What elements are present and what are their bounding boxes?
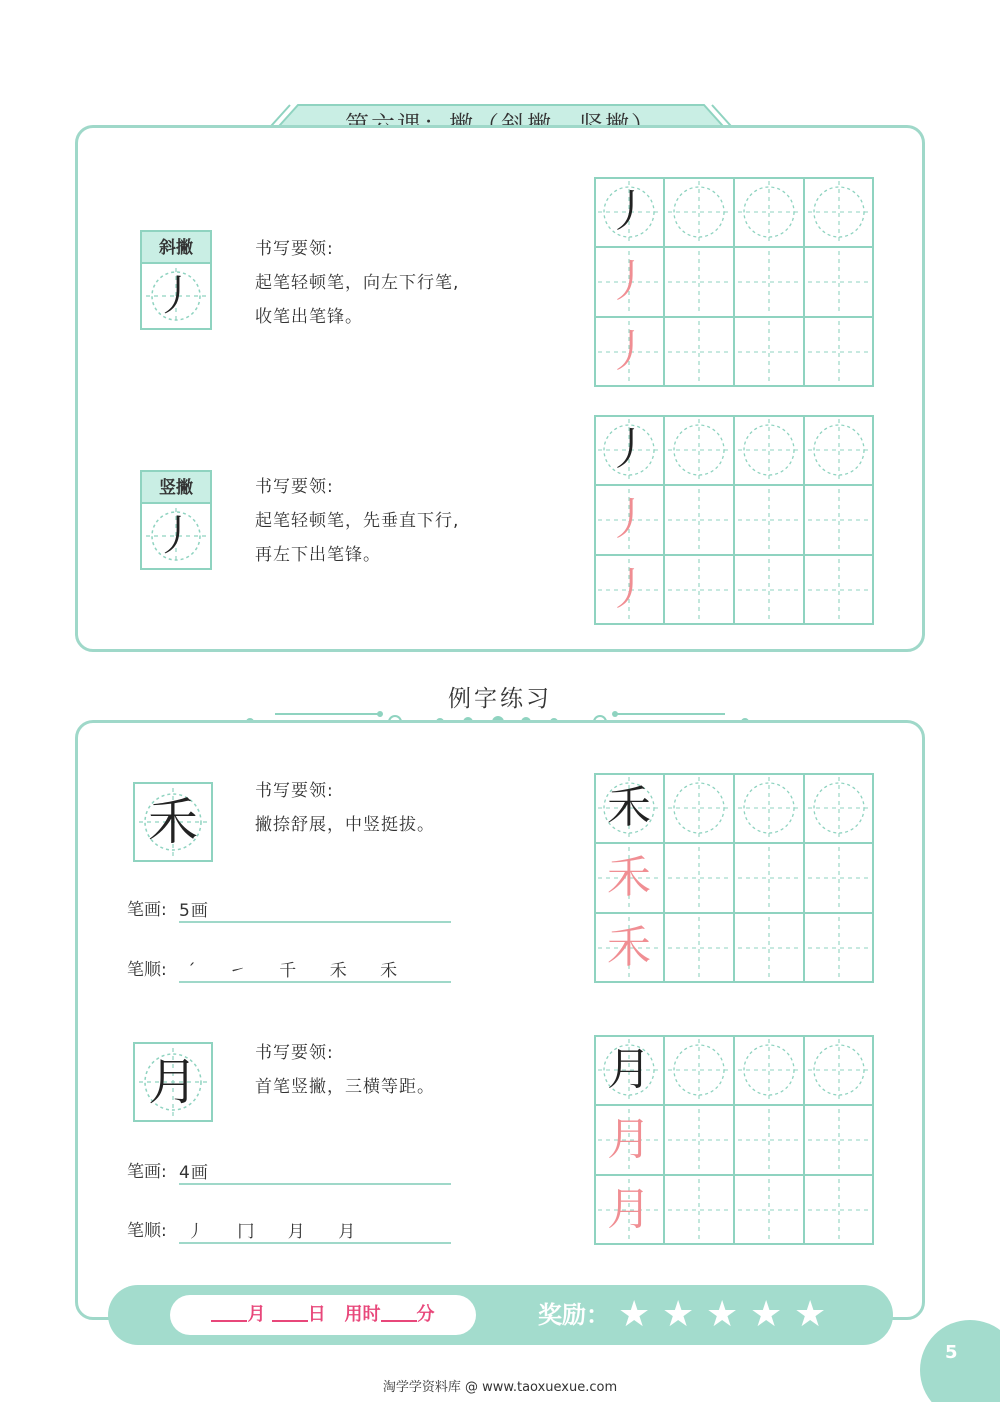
star-icon[interactable]: ★ <box>750 1294 783 1335</box>
trace-glyph: 丿 <box>607 564 651 615</box>
watermark: 淘学学资料库 @ www.taoxuexue.com <box>382 1380 618 1395</box>
tips-line: 起笔轻顿笔，向左下行笔, <box>255 273 460 293</box>
day-blank[interactable] <box>272 1300 308 1322</box>
tips-line: 撇捺舒展，中竖挺拔。 <box>255 815 435 835</box>
stroke-order-field-yue <box>127 1216 457 1244</box>
stroke-glyph: 丿 <box>154 271 197 320</box>
tips-line: 起笔轻顿笔，先垂直下行, <box>255 511 460 531</box>
underline <box>179 1242 451 1244</box>
example-char: 禾 <box>148 793 198 851</box>
model-glyph: 月 <box>607 1044 651 1095</box>
minute-blank[interactable] <box>381 1300 417 1322</box>
trace-glyph: 禾 <box>607 922 651 973</box>
stroke-order-value: ˊ ㇀ 千 禾 禾 <box>187 961 399 981</box>
practice-grid-xiepie[interactable] <box>594 177 874 387</box>
underline <box>179 981 451 983</box>
tips-title: 书写要领: <box>255 781 334 801</box>
date-time-field[interactable] <box>170 1295 476 1335</box>
stroke-order-label: 笔顺: <box>127 1221 167 1241</box>
model-glyph: 丿 <box>607 186 651 237</box>
trace-glyph: 禾 <box>607 852 651 903</box>
stroke-count-label: 笔画: <box>127 1162 167 1182</box>
stroke-count-label: 笔画: <box>127 900 167 920</box>
stroke-order-label: 笔顺: <box>127 960 167 980</box>
stroke-name: 斜撇 <box>142 232 210 264</box>
example-char-box-he <box>133 782 213 862</box>
footer-bar <box>108 1285 893 1345</box>
minute-label: 分 <box>416 1304 435 1325</box>
section-title: 例字练习 <box>448 686 552 712</box>
stroke-glyph: 丿 <box>154 511 197 560</box>
reward-label: 奖励： <box>538 1301 610 1329</box>
stroke-card-shupie <box>140 470 212 570</box>
stroke-name: 竖撇 <box>142 472 210 504</box>
time-label: 用时 <box>344 1304 381 1325</box>
trace-glyph: 月 <box>607 1114 651 1165</box>
example-tips-he <box>255 774 435 842</box>
tips-title: 书写要领: <box>255 1043 334 1063</box>
example-char: 月 <box>148 1053 198 1111</box>
trace-glyph: 丿 <box>607 256 651 307</box>
stroke-tips-shupie <box>255 470 459 572</box>
trace-glyph: 丿 <box>607 494 651 545</box>
day-label: 日 <box>307 1304 326 1325</box>
stroke-count-field-he <box>127 895 457 923</box>
stroke-order-field-he <box>127 955 457 983</box>
model-glyph: 丿 <box>607 424 651 475</box>
model-glyph: 禾 <box>607 782 651 833</box>
month-label: 月 <box>247 1304 266 1325</box>
underline <box>179 1183 451 1185</box>
star-icon[interactable]: ★ <box>618 1294 651 1335</box>
month-blank[interactable] <box>211 1300 247 1322</box>
stroke-count-field-yue <box>127 1157 457 1185</box>
tips-line: 再左下出笔锋。 <box>255 545 381 565</box>
tips-title: 书写要领: <box>255 239 334 259</box>
practice-grid-shupie[interactable] <box>594 415 874 625</box>
tips-line: 首笔竖撇，三横等距。 <box>255 1077 435 1097</box>
stroke-order-value: 丿 冂 月 月 <box>187 1222 357 1242</box>
trace-glyph: 丿 <box>607 326 651 377</box>
example-tips-yue <box>255 1036 435 1104</box>
stroke-count-value: 4画 <box>179 1163 209 1183</box>
star-icon[interactable]: ★ <box>706 1294 739 1335</box>
stroke-count-value: 5画 <box>179 901 209 921</box>
practice-grid-yue[interactable] <box>594 1035 874 1245</box>
practice-grid-he[interactable] <box>594 773 874 983</box>
tips-line: 收笔出笔锋。 <box>255 307 363 327</box>
tips-title: 书写要领: <box>255 477 334 497</box>
underline <box>179 921 451 923</box>
star-icon[interactable]: ★ <box>794 1294 827 1335</box>
page-number: 5 <box>945 1342 958 1363</box>
trace-glyph: 月 <box>607 1184 651 1235</box>
stroke-card-xiepie <box>140 230 212 330</box>
stroke-tips-xiepie <box>255 232 459 334</box>
star-icon[interactable]: ★ <box>662 1294 695 1335</box>
example-char-box-yue <box>133 1042 213 1122</box>
